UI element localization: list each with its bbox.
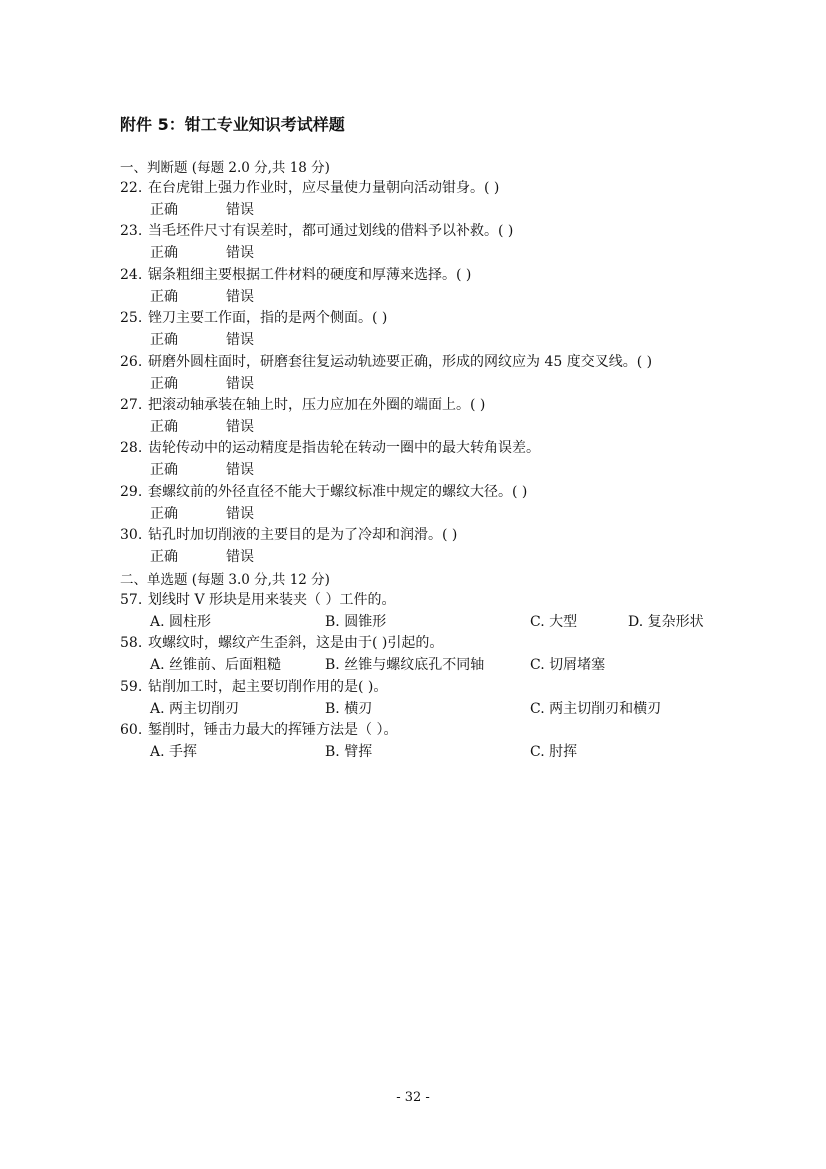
question-number: 27. [120, 397, 143, 413]
question-number: 25. [120, 310, 143, 326]
choice-options [150, 611, 730, 631]
question-27 [120, 394, 485, 414]
tf-options [150, 459, 730, 479]
option-c[interactable]: C. 切屑堵塞 [530, 657, 606, 673]
question-number: 60. [120, 722, 143, 738]
section-2-heading [120, 568, 330, 588]
question-number: 59. [120, 679, 143, 695]
option-false[interactable]: 错误 [226, 376, 254, 392]
question-number: 26. [120, 354, 143, 370]
question-22 [120, 177, 499, 197]
option-c[interactable]: C. 肘挥 [530, 744, 578, 760]
section-1-note: (每题 2.0 分,共 18 分) [191, 160, 330, 176]
section-1-heading [120, 156, 330, 176]
question-57 [120, 589, 395, 609]
choice-options [150, 698, 730, 718]
question-text: 套螺纹前的外径直径不能大于螺纹标准中规定的螺纹大径。( ) [148, 484, 528, 500]
question-number: 57. [120, 592, 143, 608]
choice-options [150, 654, 730, 674]
question-text: 钻孔时加切削液的主要目的是为了冷却和润滑。( ) [148, 527, 458, 543]
option-true[interactable]: 正确 [150, 202, 178, 218]
tf-options [150, 199, 730, 219]
tf-options [150, 503, 730, 523]
question-23 [120, 220, 513, 240]
choice-options [150, 741, 730, 761]
option-a[interactable]: A. 手挥 [150, 744, 198, 760]
question-text: 锯条粗细主要根据工件材料的硬度和厚薄来选择。( ) [148, 267, 472, 283]
question-text: 钻削加工时，起主要切削作用的是( )。 [148, 679, 388, 695]
section-2-label: 二、单选题 [120, 572, 188, 588]
option-a[interactable]: A. 丝锥前、后面粗糙 [150, 657, 282, 673]
question-text: 划线时 V 形块是用来装夹（ ）工件的。 [148, 592, 396, 608]
option-true[interactable]: 正确 [150, 549, 178, 565]
option-true[interactable]: 正确 [150, 462, 178, 478]
question-29 [120, 481, 527, 501]
tf-options [150, 286, 730, 306]
question-text: 研磨外圆柱面时，研磨套往复运动轨迹要正确，形成的网纹应为 45 度交叉线。( ) [148, 354, 653, 370]
section-1-label: 一、判断题 [120, 160, 188, 176]
question-text: 攻螺纹时，螺纹产生歪斜，这是由于( )引起的。 [148, 635, 444, 651]
option-true[interactable]: 正确 [150, 376, 178, 392]
question-number: 24. [120, 267, 143, 283]
option-false[interactable]: 错误 [226, 419, 254, 435]
question-number: 23. [120, 223, 143, 239]
question-30 [120, 524, 457, 544]
page-number: - 32 - [396, 1090, 430, 1105]
option-false[interactable]: 错误 [226, 332, 254, 348]
question-text: 錾削时，锤击力最大的挥锤方法是（ ）。 [148, 722, 398, 738]
tf-options [150, 373, 730, 393]
option-b[interactable]: B. 丝锥与螺纹底孔不同轴 [325, 657, 485, 673]
tf-options [150, 416, 730, 436]
page-title: 附件 5：钳工专业知识考试样题 [120, 115, 345, 134]
question-28 [120, 437, 540, 457]
question-number: 28. [120, 440, 143, 456]
question-59 [120, 676, 387, 696]
option-true[interactable]: 正确 [150, 506, 178, 522]
question-60 [120, 719, 397, 739]
option-d[interactable]: D. 复杂形状 [628, 614, 704, 630]
question-text: 锉刀主要工作面，指的是两个侧面。( ) [148, 310, 388, 326]
tf-options [150, 546, 730, 566]
option-a[interactable]: A. 两主切削刃 [150, 701, 240, 717]
option-c[interactable]: C. 大型 [530, 614, 578, 630]
question-text: 当毛坯件尺寸有误差时，都可通过划线的借料予以补救。( ) [148, 223, 514, 239]
tf-options [150, 242, 730, 262]
option-c[interactable]: C. 两主切削刃和横刃 [530, 701, 662, 717]
option-true[interactable]: 正确 [150, 332, 178, 348]
option-true[interactable]: 正确 [150, 289, 178, 305]
option-false[interactable]: 错误 [226, 506, 254, 522]
question-text: 在台虎钳上强力作业时，应尽量使力量朝向活动钳身。( ) [148, 180, 500, 196]
option-b[interactable]: B. 臂挥 [325, 744, 373, 760]
question-number: 58. [120, 635, 143, 651]
option-true[interactable]: 正确 [150, 419, 178, 435]
option-false[interactable]: 错误 [226, 202, 254, 218]
question-text: 齿轮传动中的运动精度是指齿轮在转动一圈中的最大转角误差。 [148, 440, 540, 456]
question-24 [120, 264, 471, 284]
question-text: 把滚动轴承装在轴上时，压力应加在外圈的端面上。( ) [148, 397, 486, 413]
question-number: 30. [120, 527, 143, 543]
option-false[interactable]: 错误 [226, 245, 254, 261]
question-25 [120, 307, 387, 327]
section-2-note: (每题 3.0 分,共 12 分) [191, 572, 330, 588]
option-b[interactable]: B. 圆锥形 [325, 614, 387, 630]
option-a[interactable]: A. 圆柱形 [150, 614, 212, 630]
option-false[interactable]: 错误 [226, 462, 254, 478]
option-false[interactable]: 错误 [226, 289, 254, 305]
question-number: 29. [120, 484, 143, 500]
option-b[interactable]: B. 横刃 [325, 701, 373, 717]
option-true[interactable]: 正确 [150, 245, 178, 261]
question-58 [120, 632, 443, 652]
option-false[interactable]: 错误 [226, 549, 254, 565]
question-26 [120, 351, 652, 371]
question-number: 22. [120, 180, 143, 196]
tf-options [150, 329, 730, 349]
